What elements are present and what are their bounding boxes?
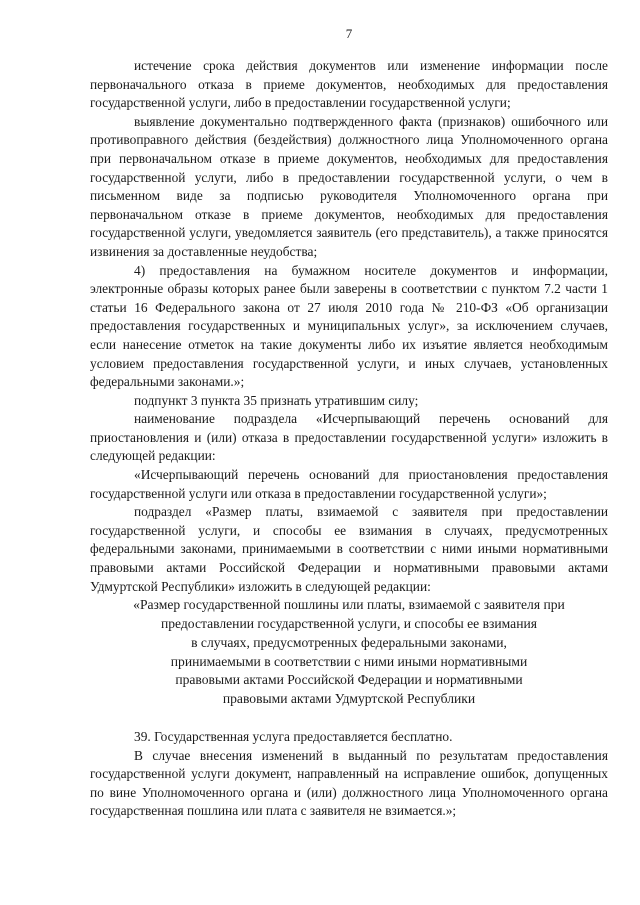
- paragraph-subsection-title-change: наименование подраздела «Исчерпывающий перечень оснований для приостановления и (или) отказа в предоставлении государственной услуги» изложить в следующей редакции:: [90, 411, 608, 464]
- paragraph-error-detection: выявление документально подтвержденного факта (признаков) ошибочного или противоправного действия (бездействия) должностного лица Уполномоченного органа при первоначальном отказе в приеме документов, необходимых для предоставления государственной услуги, либо в предоставлении государственной услуги, о чем в письменном виде за подписью руководителя Уполномоченного органа при первоначальном отказе в приеме документов, необходимых для предоставления государственной услуги, уведомляется заявитель (его представитель), а также приносятся извинения за доставленные неудобства;: [90, 113, 608, 259]
- heading-line: правовыми актами Российской Федерации и нормативными: [175, 672, 523, 688]
- heading-line: в случаях, предусмотренных федеральными законами,: [191, 634, 507, 650]
- heading-line: «Размер государственной пошлины или платы, взимаемой с заявителя при: [133, 597, 565, 613]
- spacer: [90, 709, 608, 728]
- paragraph-subitem-3-void: подпункт 3 пункта 35 признать утратившим силу;: [134, 392, 419, 408]
- paragraph-new-subsection-title: «Исчерпывающий перечень оснований для приостановления предоставления государственной услуги или отказа в предоставлении государственной услуги»;: [90, 467, 608, 501]
- paragraph-fee-subsection-change: подраздел «Размер платы, взимаемой с заявителя при предоставлении государственной услуги, и способы ее взимания в случаях, предусмотренных федеральными законами, принимаемыми в соответствии с ними иными нормативными правовыми актами Российской Федерации и нормативными правовыми актами Удмуртской Республики» изложить в следующей редакции:: [90, 504, 608, 594]
- paragraph-item-39: 39. Государственная услуга предоставляется бесплатно.: [134, 729, 453, 744]
- heading-line: принимаемыми в соответствии с ними иными нормативными: [170, 653, 528, 669]
- page-number: 7: [345, 26, 353, 41]
- paragraph-expiry: истечение срока действия документов или изменение информации после первоначального отказа в приеме документов, необходимых для предоставления государственной услуги, либо в предоставлении государственной услуги;: [90, 58, 608, 111]
- paragraph-corrections-fee: В случае внесения изменений в выданный по результатам предоставления государственной услуги документ, направленный на исправление ошибок, допущенных по вине Уполномоченного органа и (или) должностного лица Уполномоченного органа государственная пошлина или плата с заявителя не взимается.»;: [90, 747, 608, 819]
- centered-heading: [90, 596, 608, 709]
- heading-line: правовыми актами Удмуртской Республики: [222, 691, 476, 707]
- heading-line: предоставлении государственной услуги, и способы ее взимания: [160, 616, 538, 632]
- paragraph-item-4: 4) предоставления на бумажном носителе документов и информации, электронные образы которых ранее были заверены в соответствии с пунктом 7.2 части 1 статьи 16 Федерального закона от 27 июля 2010 года № 210-ФЗ «Об организации предоставления государственных и муниципальных услуг», за исключением случаев, если нанесение отметок на такие документы либо их изъятие является необходимым условием предоставления государственной услуги, и иных случаев, установленных федеральными законами.»;: [90, 262, 608, 390]
